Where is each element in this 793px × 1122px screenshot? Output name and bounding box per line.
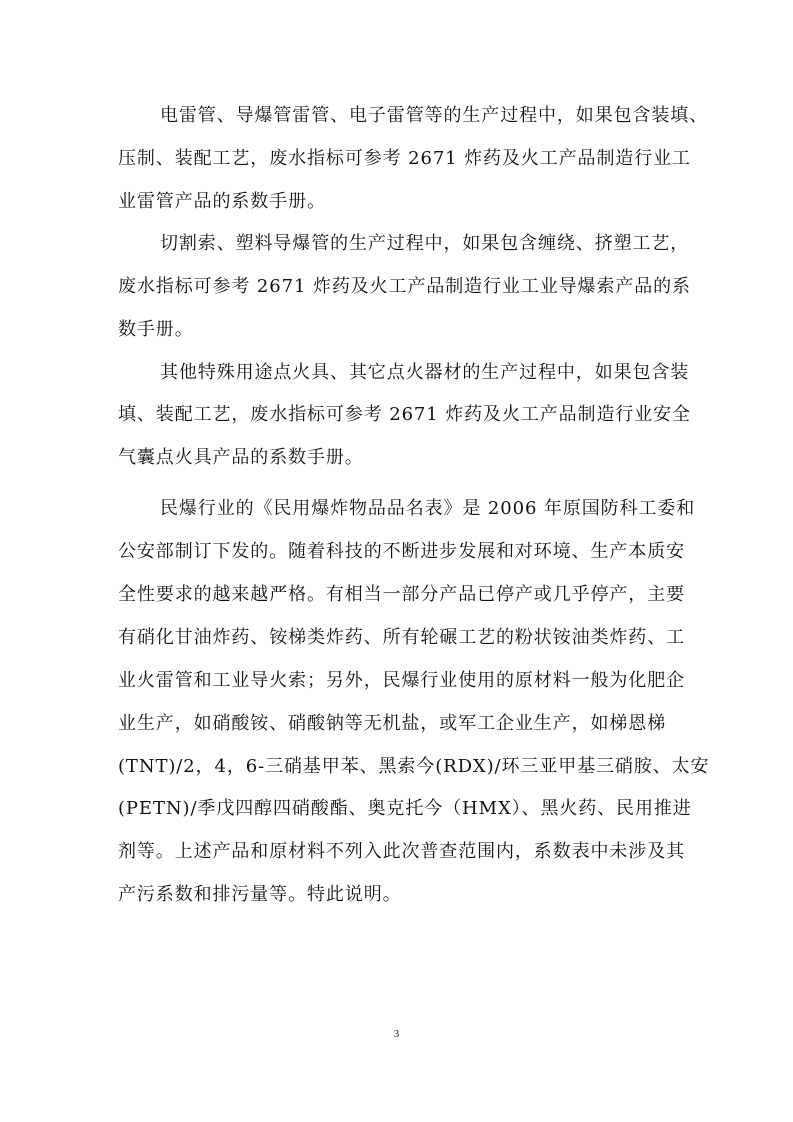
paragraph-line: (TNT)/2，4，6-三硝基甲苯、黑索今(RDX)/环三亚甲基三硝胺、太安: [118, 756, 710, 777]
paragraph-line: 其他特殊用途点火具、其它点火器材的生产过程中，如果包含装: [160, 362, 690, 383]
paragraph-line: 业火雷管和工业导火索；另外，民爆行业使用的原材料一般为化肥企: [118, 670, 685, 691]
paragraph-line: 民爆行业的《民用爆炸物品品名表》是 2006 年原国防科工委和: [160, 498, 696, 519]
paragraph-line: 产污系数和排污量等。特此说明。: [118, 884, 402, 905]
paragraph-line: 压制、装配工艺，废水指标可参考 2671 炸药及火工产品制造行业工: [118, 148, 691, 169]
paragraph-line: 电雷管、导爆管雷管、电子雷管等的生产过程中，如果包含装填、: [160, 105, 709, 126]
paragraph-line: 公安部制订下发的。随着科技的不断进步发展和对环境、生产本质安: [118, 541, 685, 562]
paragraph-line: 剂等。上述产品和原材料不列入此次普查范围内，系数表中未涉及其: [118, 841, 685, 862]
paragraph-line: 气囊点火具产品的系数手册。: [118, 447, 364, 468]
paragraph-line: (PETN)/季戊四醇四硝酸酯、奥克托今（HMX）、黑火药、民用推进: [118, 798, 692, 819]
paragraph-line: 业雷管产品的系数手册。: [118, 191, 326, 212]
paragraph-line: 填、装配工艺，废水指标可参考 2671 炸药及火工产品制造行业安全: [118, 404, 691, 425]
paragraph-line: 有硝化甘油炸药、铵梯类炸药、所有轮碾工艺的粉状铵油类炸药、工: [118, 627, 685, 648]
paragraph-line: 数手册。: [118, 319, 194, 340]
page-number: 3: [393, 1028, 400, 1040]
paragraph-line: 业生产，如硝酸铵、硝酸钠等无机盐，或军工企业生产，如梯恩梯: [118, 713, 667, 734]
paragraph-line: 切割索、塑料导爆管的生产过程中，如果包含缠绕、挤塑工艺，: [160, 233, 690, 254]
paragraph-line: 废水指标可参考 2671 炸药及火工产品制造行业工业导爆索产品的系: [118, 276, 691, 297]
paragraph-line: 全性要求的越来越严格。有相当一部分产品已停产或几乎停产，主要: [118, 584, 685, 605]
